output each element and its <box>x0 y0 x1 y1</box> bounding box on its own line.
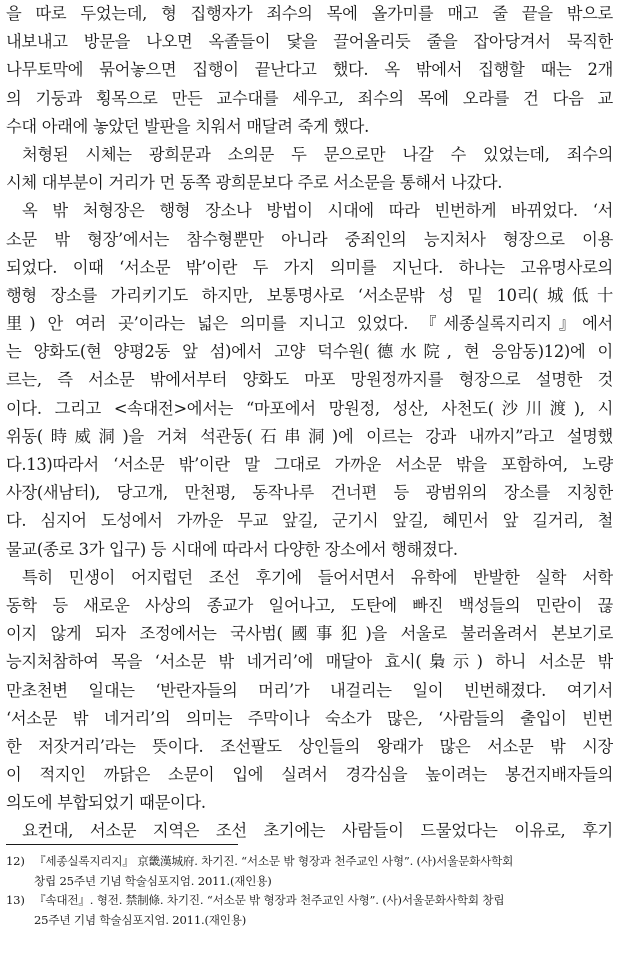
footnotes <box>6 852 611 930</box>
text-line: 특히 민생이 어지럽던 조선 후기에 들어서면서 유학에 반발한 실학 서학 <box>22 567 613 587</box>
footnote-number: 13) <box>6 893 25 907</box>
footnote <box>6 852 611 872</box>
footnote-text: 『속대전』. 형전. 禁制條. 차기진. “서소문 밖 형장과 천주교인 사형”. (사)서울문화사학회 창립 <box>34 893 505 907</box>
text-line: 다. 심지어 도성에서 가까운 무교 앞길, 군기시 앞길, 혜민서 앞 길거리, 철 <box>6 511 613 531</box>
text-line: 사장(새남터), 당고개, 만천평, 동작나루 건너편 등 광범위의 장소를 지칭한 <box>6 483 613 503</box>
text-line: 里) 안 여러 곳’이라는 넓은 의미를 지니고 있었다. 『세종실록지리지』에서 <box>6 314 613 334</box>
text-line: 내보내고 방문을 나오면 옥졸들이 닻을 끌어올리듯 줄을 잡아당겨서 묵직한 <box>6 32 613 52</box>
text-line: 행형 장소를 가리키기도 하지만, 보통명사로 ‘서소문밖 성 밑 10리(城低十 <box>6 285 613 305</box>
text-line: 나무토막에 묶어놓으면 집행이 끝난다고 했다. 옥 밖에서 집행할 때는 2개 <box>6 60 613 80</box>
text-line: 능지처참하여 목을 ‘서소문 밖 네거리’에 매달아 효시(梟示) 하니 서소문 밖 <box>6 652 613 672</box>
text-line: 위동(時威洞)을 거쳐 석관동(石串洞)에 이르는 강과 내까지”라고 설명했 <box>6 426 613 446</box>
text-line: 르는, 즉 서소문 밖에서부터 양화도 마포 망원정까지를 형장으로 설명한 것 <box>6 370 613 390</box>
body-text <box>6 0 613 846</box>
text-line: 다.13)따라서 ‘서소문 밖’이란 말 그대로 가까운 서소문 밖을 포함하여, 노량 <box>6 455 613 474</box>
text-line: 이지 않게 되자 조정에서는 국사범(國事犯)을 서울로 불러올려서 본보기로 <box>6 624 613 644</box>
text-line: 만초천변 일대는 ‘반란자들의 머리’가 내걸리는 일이 빈번해졌다. 여기서 <box>6 680 613 700</box>
footnote-number: 12) <box>6 854 25 868</box>
footnote <box>6 891 611 911</box>
text-line: 물교(종로 3가 입구) 등 시대에 따라서 다양한 장소에서 행해졌다. <box>6 539 458 559</box>
footnote-text: 창립 25주년 기념 학술심포지엄. 2011.(재인용) <box>34 873 272 888</box>
text-line: 요컨대, 서소문 지역은 조선 초기에는 사람들이 드물었다는 이유로, 후기 <box>22 821 613 841</box>
footnote-text: 『세종실록지리지』 京畿漢城府. 차기진. “서소문 밖 형장과 천주교인 사형”. (사)서울문화사학회 <box>34 854 514 868</box>
text-line: 한 저잣거리’라는 뜻이다. 조선팔도 상인들의 왕래가 많은 서소문 밖 시장 <box>6 736 613 756</box>
text-line: 수대 아래에 놓았던 발판을 치워서 매달려 죽게 했다. <box>6 116 369 136</box>
text-line: 는 양화도(현 양평2동 앞 섬)에서 고양 덕수원(德水院, 현 응암동)12)에 이 <box>6 342 613 362</box>
footnote-divider <box>6 844 238 845</box>
text-line: ‘서소문 밖 네거리’의 의미는 주막이나 숙소가 많은, ‘사람들의 출입이 빈번 <box>6 708 613 728</box>
text-line: 옥 밖 처형장은 행형 장소나 방법이 시대에 따라 빈번하게 바뀌었다. ‘서 <box>22 201 613 221</box>
footnote-text: 25주년 기념 학술심포지엄. 2011.(재인용) <box>34 912 247 927</box>
text-line: 의 기둥과 횡목으로 만든 교수대를 세우고, 죄수의 목에 오라를 건 다음 교 <box>6 88 613 108</box>
text-line: 을 따로 두었는데, 형 집행자가 죄수의 목에 올가미를 매고 줄 끝을 밖으로 <box>6 4 613 23</box>
text-line: 처형된 시체는 광희문과 소의문 두 문으로만 나갈 수 있었는데, 죄수의 <box>22 144 613 164</box>
text-line: 이다. 그리고 <속대전>에서는 “마포에서 망원정, 성산, 사천도(沙川渡), 시 <box>6 398 613 418</box>
text-line: 시체 대부분이 거리가 먼 동쪽 광희문보다 주로 서소문을 통해서 나갔다. <box>6 173 503 193</box>
text-line: 소문 밖 형장’에서는 참수형뿐만 아니라 중죄인의 능지처사 형장으로 이용 <box>6 229 613 249</box>
text-line: 동학 등 새로운 사상의 종교가 일어나고, 도탄에 빠진 백성들의 민란이 끊 <box>6 595 613 615</box>
text-line: 이 적지인 까닭은 소문이 입에 실려서 경각심을 높이려는 봉건지배자들의 <box>6 765 613 785</box>
text-line: 되었다. 이때 ‘서소문 밖’이란 두 가지 의미를 지닌다. 하나는 고유명사로의 <box>6 257 613 277</box>
text-line: 의도에 부합되었기 때문이다. <box>6 793 206 813</box>
